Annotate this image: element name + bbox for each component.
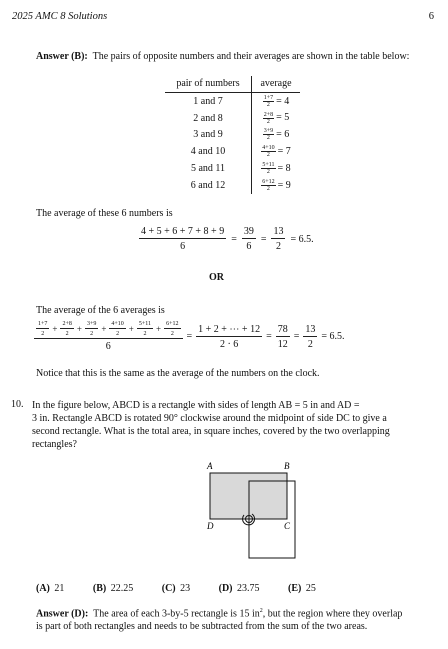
problem-10-line-1: In the figure below, ABCD is a rectangle with sides of length AB = 5 in and AD = [32,400,360,411]
label-c: C [284,521,291,531]
average-fraction: $\frac{2+8}{2}$ [263,111,274,125]
page-number: 6 [428,11,434,22]
eq2-den-3: 12 [277,338,288,350]
page-header-title: 2025 AMC 8 Solutions [12,11,108,22]
label-a: A [207,461,213,471]
eq2-num-3: 78 [277,323,288,335]
small-fraction: $\frac{5+11}{2}$ [138,321,152,337]
small-fraction: $\frac{1+7}{2}$ [38,321,48,337]
choice-c: (C) 23 [161,583,191,594]
eq2-num-4: 13 [305,323,316,335]
eq2-frac-2 [196,324,262,350]
eq2-den-4: 2 [307,338,313,350]
problem-number: 10. [11,399,24,410]
pair-cell: 4 and 10 [165,143,252,160]
answer-b-paragraph [36,50,428,63]
pair-cell: 5 and 11 [165,160,252,177]
problem-10-text [32,399,432,451]
table-header-pair: pair of numbers [165,76,252,93]
label-d: D [207,521,214,531]
eq2-frac-3 [276,324,290,350]
eq1-den-1: 6 [180,241,186,252]
avg-averages-text: The average of the 6 averages is [36,305,165,316]
small-fraction: $\frac{4+10}{2}$ [111,321,124,337]
notice-text: Notice that this is the same as the average of the numbers on the clock. [36,368,320,379]
or-separator: OR [209,272,224,283]
answer-d-superscript: 2 [259,608,263,614]
rectangles-figure [200,458,310,563]
avg-numbers-text: The average of these 6 numbers is [36,208,173,219]
answer-b-text: The pairs of opposite numbers and their averages are shown in the table below: [92,51,410,62]
eq1-frac-1 [139,226,226,252]
answer-d-text-2: , but the region where they overlap [262,608,403,620]
eq2-frac-4 [303,324,317,350]
choice-b: (B) 22.25 [92,583,134,594]
answer-d-line-2: is part of both rectangles and needs to be subtracted from the sum of the two areas. [36,621,368,633]
eq1-frac-2 [242,226,256,252]
eq1-result: = 6.5. [290,233,314,245]
pair-cell: 3 and 9 [165,127,252,144]
choice-e: (E) 25 [288,583,316,594]
answer-choices [36,583,340,594]
small-fraction: $\frac{3+9}{2}$ [86,321,97,337]
average-cell: $\frac{3+9}{2}$ = 6 [263,128,290,142]
answer-d-paragraph [36,605,428,633]
eq1-den-3: 2 [275,241,281,252]
average-fraction: $\frac{3+9}{2}$ [263,128,274,142]
label-b: B [284,461,290,471]
average-fraction: $\frac{5+11}{2}$ [262,162,275,176]
answer-b-label: Answer (B): [36,51,88,62]
table-header-average: average [252,76,301,93]
small-fraction: $\frac{6+12}{2}$ [166,321,179,337]
equation-1: $\frac{4 + 5 + 6 + 7 + 8 + 9}{6}$ = $\frac{39}{6}$ = $\frac{13}{2}$ = 6.5. [141,226,314,252]
problem-10-line-2: 3 in. Rectangle ABCD is rotated 90° clockwise around the midpoint of side DC to give a [32,413,387,424]
choice-d: (D) 23.75 [218,583,260,594]
average-fraction: $\frac{6+12}{2}$ [262,178,275,192]
eq1-num-3: 13 [273,226,284,237]
eq1-frac-3 [271,226,285,252]
eq2-den-1: 6 [105,341,111,352]
eq2-den-2: 2 · 6 [219,338,239,350]
average-fraction: $\frac{4+10}{2}$ [262,145,275,159]
pair-cell: 1 and 7 [165,93,252,110]
eq2-result: = 6.5. [321,331,345,342]
table-row [165,177,300,194]
average-fraction: $\frac{1+7}{2}$ [263,94,274,108]
table-row [165,143,300,160]
eq1-num-1: 4 + 5 + 6 + 7 + 8 + 9 [141,226,225,237]
answer-d-label: Answer (D): [36,608,89,620]
answer-d-text-1: The area of each 3-by-5 rectangle is 15 in [93,608,260,620]
average-cell: $\frac{1+7}{2}$ = 4 [263,94,290,108]
eq2-num-2: 1 + 2 + ⋯ + 12 [198,323,261,335]
table-row [165,110,300,127]
eq1-num-2: 39 [243,226,254,237]
average-cell: $\frac{4+10}{2}$ = 7 [262,145,291,159]
small-fraction: $\frac{2+8}{2}$ [62,321,72,337]
problem-10-line-4: rectangles? [32,439,77,450]
eq2-sum-of-fractions: $\frac{1+7}{2}$ + $\frac{2+8}{2}$ + $\frac{3+9}{2}$ + $\frac{4+10}{2}$ + $\frac{5+11}{2}$ + $\frac{6+12}{2}$ [34,321,183,339]
eq1-den-2: 6 [246,241,252,252]
problem-10-line-3: second rectangle. What is the total area, in square inches, covered by the two overlapping [32,426,390,437]
average-cell: $\frac{2+8}{2}$ = 5 [263,111,290,125]
choice-a: (A) 21 [36,583,65,594]
pairs-table [165,76,300,194]
pair-cell: 2 and 8 [165,110,252,127]
table-row [165,93,300,110]
table-row [165,127,300,144]
pair-cell: 6 and 12 [165,177,252,194]
equation-2: $\frac{1+7}{2}$ + $\frac{2+8}{2}$ + $\frac{3+9}{2}$ + $\frac{4+10}{2}$ + $\frac{5+11}{2}$ + $\frac{6+12}{2}$ 6 = $\frac{1 + 2 + \cdots + 12}{2 \cdot 6}$ = $\frac{78}{12}$ = $\frac{13}{2}$ = 6.5. [34,321,345,352]
average-cell: $\frac{5+11}{2}$ = 8 [262,162,291,176]
eq2-frac-1 [34,321,183,352]
average-cell: $\frac{6+12}{2}$ = 9 [262,178,291,192]
table-row [165,160,300,177]
